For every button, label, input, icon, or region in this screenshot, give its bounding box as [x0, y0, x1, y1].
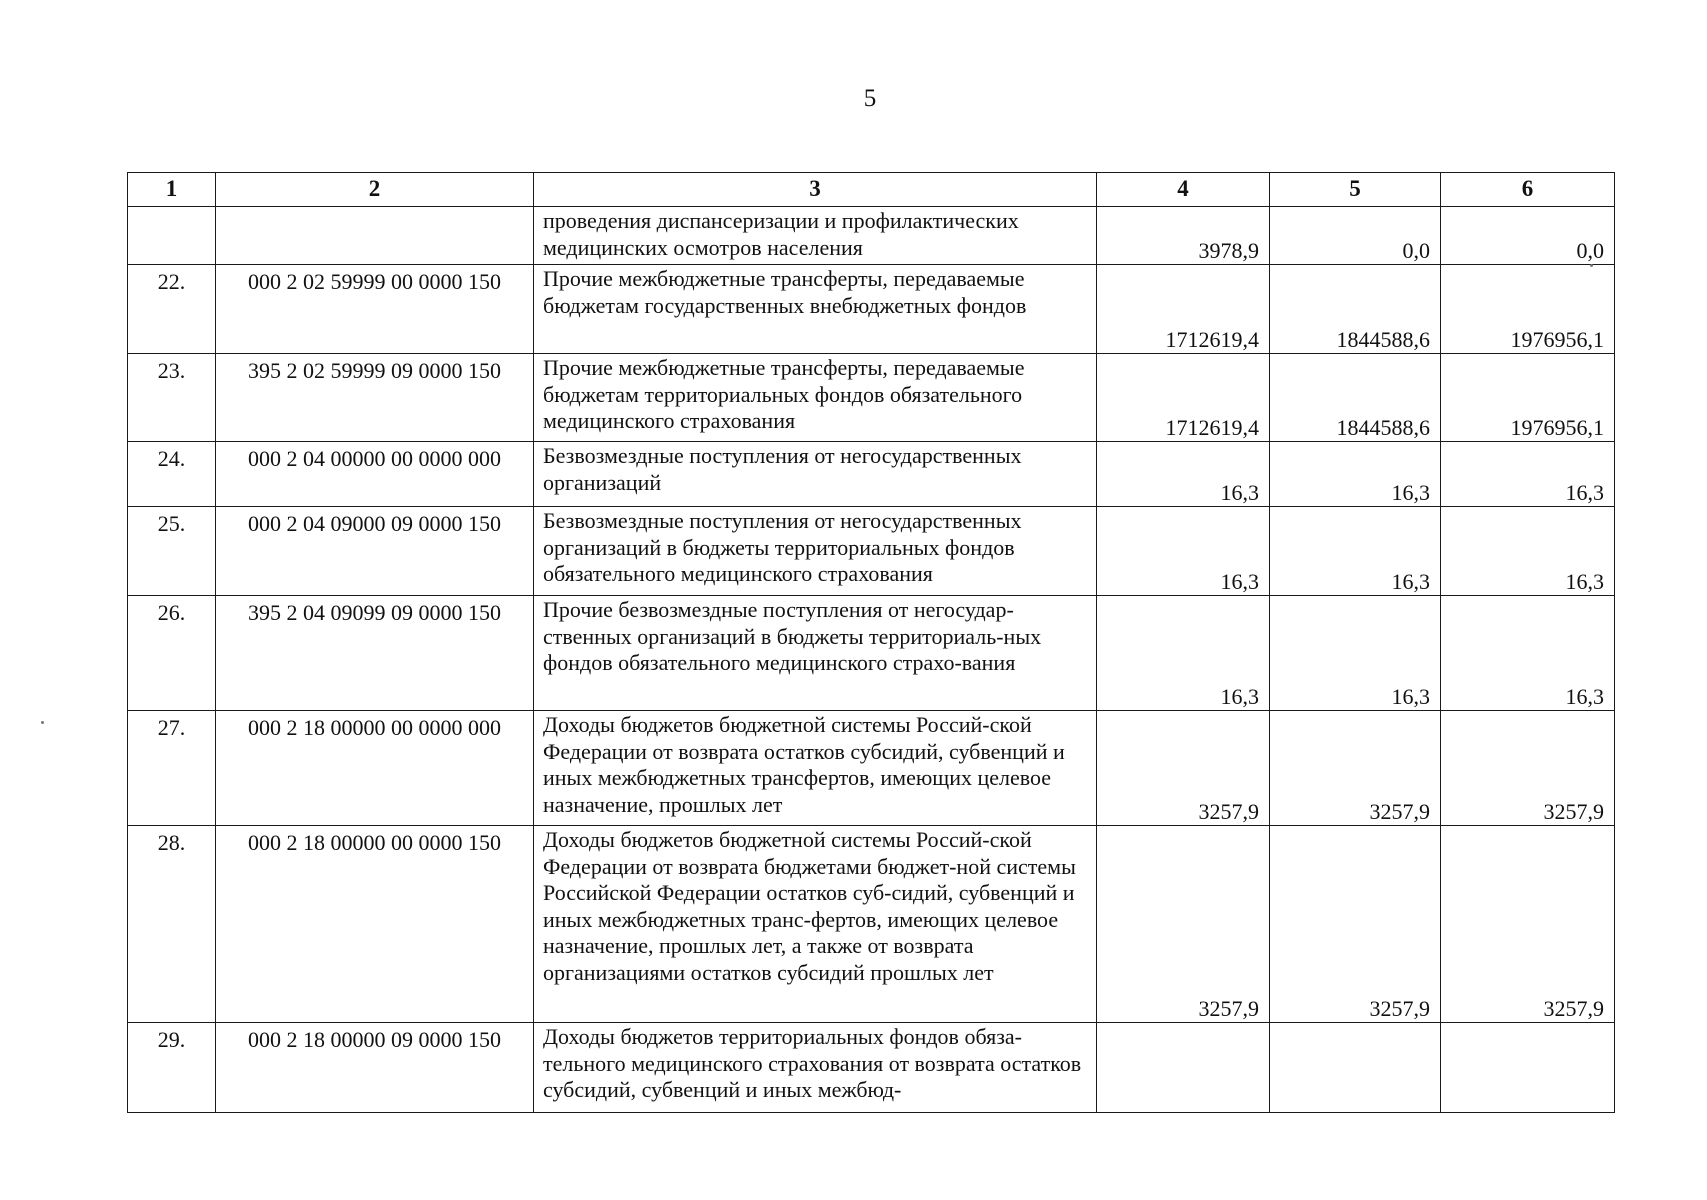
value-col-4: 3257,9 — [1097, 711, 1270, 826]
income-name: Прочие межбюджетные трансферты, передаваемые бюджетам государственных внебюджетных фондов — [534, 265, 1097, 354]
budget-code: 000 2 18 00000 00 0000 150 — [216, 826, 534, 1023]
value-col-6 — [1441, 1023, 1615, 1113]
value-col-4: 1712619,4 — [1097, 265, 1270, 354]
value-col-4: 16,3 — [1097, 507, 1270, 596]
row-number: 28. — [128, 826, 216, 1023]
table-row — [128, 354, 1615, 442]
income-name: Доходы бюджетов бюджетной системы Россий-ской Федерации от возврата бюджетами бюджет-ной системы Российской Федерации остатков суб-сидий, субвенций и иных межбюджетных транс-фертов, имеющих целевое назначение, прошлых лет, а также от возврата организациями остатков субсидий прошлых лет — [534, 826, 1097, 1023]
budget-code: 395 2 04 09099 09 0000 150 — [216, 596, 534, 711]
table-row — [128, 826, 1615, 1023]
row-number: 23. — [128, 354, 216, 442]
table-row — [128, 207, 1615, 265]
scan-speck — [41, 721, 44, 724]
income-name: Безвозмездные поступления от негосударственных организаций — [534, 442, 1097, 507]
income-name: проведения диспансеризации и профилактических медицинских осмотров населения — [534, 207, 1097, 265]
value-col-6: 1976956,1 — [1441, 354, 1615, 442]
value-col-5: 1844588,6 — [1270, 265, 1441, 354]
value-col-4: 1712619,4 — [1097, 354, 1270, 442]
income-name: Прочие безвозмездные поступления от негосудар-ственных организаций в бюджеты территориаль-ных фондов обязательного медицинского страхо-вания — [534, 596, 1097, 711]
row-number: 26. — [128, 596, 216, 711]
row-number: 22. — [128, 265, 216, 354]
value-col-5 — [1270, 1023, 1441, 1113]
value-col-5: 3257,9 — [1270, 711, 1441, 826]
row-number — [128, 207, 216, 265]
value-col-6: 16,3 — [1441, 442, 1615, 507]
column-header: 2 — [216, 173, 534, 207]
table-row — [128, 265, 1615, 354]
value-col-5: 0,0 — [1270, 207, 1441, 265]
table-row — [128, 442, 1615, 507]
budget-code: 000 2 04 00000 00 0000 000 — [216, 442, 534, 507]
value-col-5: 16,3 — [1270, 596, 1441, 711]
value-col-4: 16,3 — [1097, 442, 1270, 507]
income-name: Доходы бюджетов бюджетной системы Россий-ской Федерации от возврата остатков субсидий, субвенций и иных межбюджетных трансфертов, имеющих целевое назначение, прошлых лет — [534, 711, 1097, 826]
column-header: 5 — [1270, 173, 1441, 207]
page-number: 5 — [863, 85, 877, 112]
scan-speck — [1590, 264, 1593, 267]
value-col-6: 3257,9 — [1441, 826, 1615, 1023]
column-header: 3 — [534, 173, 1097, 207]
column-header: 6 — [1441, 173, 1615, 207]
table-row — [128, 596, 1615, 711]
column-header: 4 — [1097, 173, 1270, 207]
value-col-6: 16,3 — [1441, 507, 1615, 596]
value-col-4: 3257,9 — [1097, 826, 1270, 1023]
income-name: Безвозмездные поступления от негосударственных организаций в бюджеты территориальных фондов обязательного медицинского страхования — [534, 507, 1097, 596]
table-row — [128, 1023, 1615, 1113]
income-name: Доходы бюджетов территориальных фондов обяза-тельного медицинского страхования от возврата остатков субсидий, субвенций и иных межбюд- — [534, 1023, 1097, 1113]
table-row — [128, 711, 1615, 826]
budget-code: 000 2 18 00000 00 0000 000 — [216, 711, 534, 826]
value-col-5: 1844588,6 — [1270, 354, 1441, 442]
table-row — [128, 507, 1615, 596]
value-col-4 — [1097, 1023, 1270, 1113]
value-col-5: 16,3 — [1270, 507, 1441, 596]
value-col-5: 3257,9 — [1270, 826, 1441, 1023]
column-number-header-row — [128, 173, 1615, 207]
value-col-6: 16,3 — [1441, 596, 1615, 711]
value-col-5: 16,3 — [1270, 442, 1441, 507]
budget-code — [216, 207, 534, 265]
row-number: 29. — [128, 1023, 216, 1113]
column-header: 1 — [128, 173, 216, 207]
budget-code: 000 2 18 00000 09 0000 150 — [216, 1023, 534, 1113]
value-col-6: 3257,9 — [1441, 711, 1615, 826]
row-number: 25. — [128, 507, 216, 596]
value-col-6: 0,0 — [1441, 207, 1615, 265]
budget-table — [127, 172, 1615, 1113]
row-number: 27. — [128, 711, 216, 826]
income-name: Прочие межбюджетные трансферты, передаваемые бюджетам территориальных фондов обязательного медицинского страхования — [534, 354, 1097, 442]
row-number: 24. — [128, 442, 216, 507]
budget-code: 000 2 02 59999 00 0000 150 — [216, 265, 534, 354]
value-col-4: 3978,9 — [1097, 207, 1270, 265]
value-col-6: 1976956,1 — [1441, 265, 1615, 354]
budget-code: 395 2 02 59999 09 0000 150 — [216, 354, 534, 442]
value-col-4: 16,3 — [1097, 596, 1270, 711]
budget-code: 000 2 04 09000 09 0000 150 — [216, 507, 534, 596]
